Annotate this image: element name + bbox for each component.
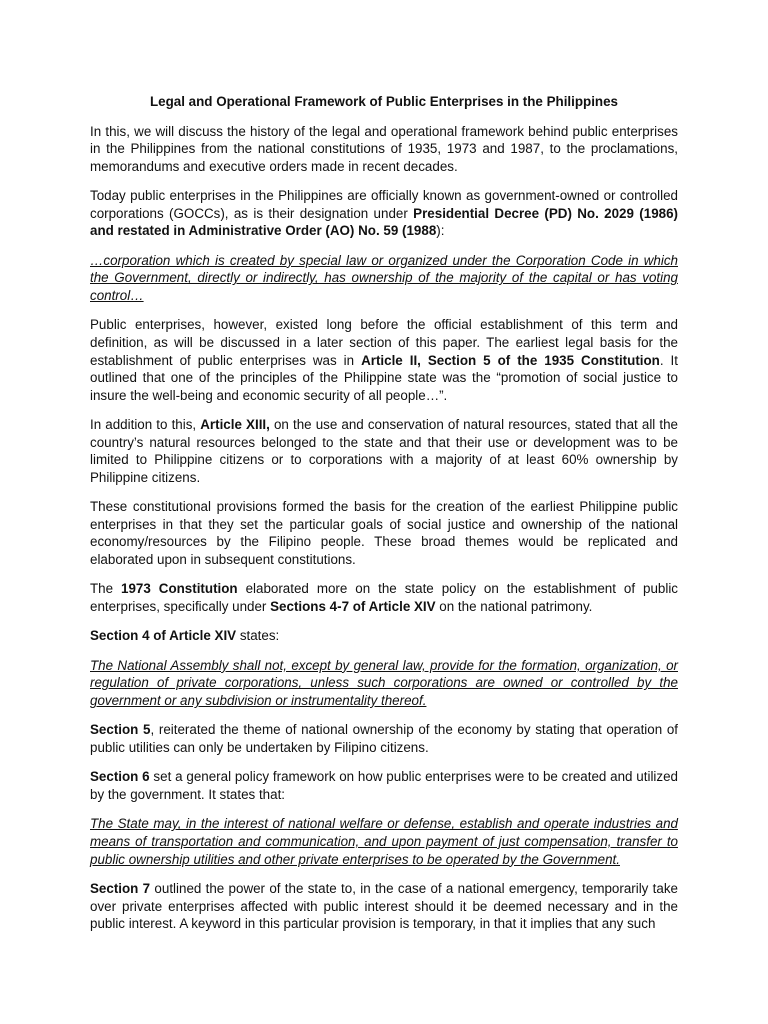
paragraph-text: . It outlined that one of the principles of the Philippine state was the “promotion of social justice to insure the well-being and economic security of all people…”. — [90, 352, 678, 403]
paragraph-text: elaborated more on the state policy on the establishment of public enterprises, specifically under — [90, 581, 679, 615]
paragraph-text: ): — [436, 223, 445, 239]
paragraph-section-4-intro — [90, 627, 678, 645]
paragraph-text: on the use and conservation of natural resources, stated that all the country’s natural resources belonged to the state and that their use or development was to be limited to Philippine citizens or to corporations with a majority of at least 60% ownership by Philippine citizens. — [90, 417, 678, 485]
paragraph-gocc-definition — [90, 187, 678, 240]
bold-reference: Section 5 — [90, 722, 151, 738]
paragraph-text: Today public enterprises in the Philippines are officially known as government-owned or controlled corporations (GOCCs), as is their designation under — [90, 188, 678, 221]
quote-section-6: The State may, in the interest of national welfare or defense, establish and operate industries and means of transportation and communication, and upon payment of just compensation, transfer to public ownership utilities and other private enterprises to be operated by the Government. — [90, 816, 678, 867]
bold-reference: Section 7 — [90, 880, 151, 896]
paragraph-section-6 — [90, 768, 678, 803]
paragraph-1935-constitution — [90, 316, 678, 404]
paragraph-text: In addition to this, — [90, 417, 201, 433]
bold-reference: Sections 4-7 of Article XIV — [270, 599, 436, 615]
paragraph-article-xiii — [90, 416, 678, 486]
quote-gocc-definition: …corporation which is created by special law or organized under the Corporation Code in which the Government, directly or indirectly, has ownership of the majority of the capital or has voting control… — [90, 252, 678, 303]
paragraph-section-5 — [90, 721, 678, 756]
paragraph-section-7 — [90, 880, 678, 933]
paragraph-text: , reiterated the theme of national ownership of the economy by stating that operation of public utilities can only be undertaken by Filipino citizens. — [90, 722, 678, 755]
document-title: Legal and Operational Framework of Public Enterprises in the Philippines — [149, 94, 619, 109]
bold-reference: Section 4 of Article XIV — [90, 628, 237, 644]
bold-reference: Section 6 — [90, 769, 150, 785]
paragraph-intro: In this, we will discuss the history of the legal and operational framework behind public enterprises in the Philippines from the national constitutions of 1935, 1973 and 1987, to the proclamations, memorandums and executive orders made in recent decades. — [90, 123, 678, 174]
quote-section-4: The National Assembly shall not, except by general law, provide for the formation, organization, or regulation of private corporations, unless such corporations are owned or controlled by the government or any subdivision or instrumentality thereof. — [90, 657, 678, 708]
paragraph-text: set a general policy framework on how public enterprises were to be created and utilized by the government. It states that: — [90, 769, 678, 802]
bold-reference: 1973 Constitution — [121, 581, 238, 597]
bold-reference: Article XIII, — [200, 417, 270, 433]
bold-reference: Presidential Decree (PD) No. 2029 (1986) and restated in Administrative Order (AO) No. 59 (1988 — [90, 205, 678, 239]
paragraph-text: states: — [236, 628, 280, 644]
paragraph-text: outlined the power of the state to, in the case of a national emergency, temporarily take over private enterprises affected with public interest should it be deemed necessary and in the public interest. A keyword in this particular provision is temporary, in that it implies that any such — [90, 880, 678, 932]
paragraph-constitutional-provisions: These constitutional provisions formed the basis for the creation of the earliest Philippine public enterprises in that they set the particular goals of social justice and ownership of the national economy/resources by the Filipino people. These broad themes would be replicated and elaborated upon in subsequent constitutions. — [90, 499, 678, 568]
paragraph-text: The — [90, 581, 122, 597]
paragraph-text: Public enterprises, however, existed long before the official establishment of this term and definition, as will be discussed in a later section of this paper. The earliest legal basis for the establishment of public enterprises was in — [90, 317, 678, 368]
paragraph-1973-constitution — [90, 580, 678, 615]
paragraph-text: on the national patrimony. — [435, 599, 593, 615]
bold-reference: Article II, Section 5 of the 1935 Constitution — [361, 352, 660, 368]
